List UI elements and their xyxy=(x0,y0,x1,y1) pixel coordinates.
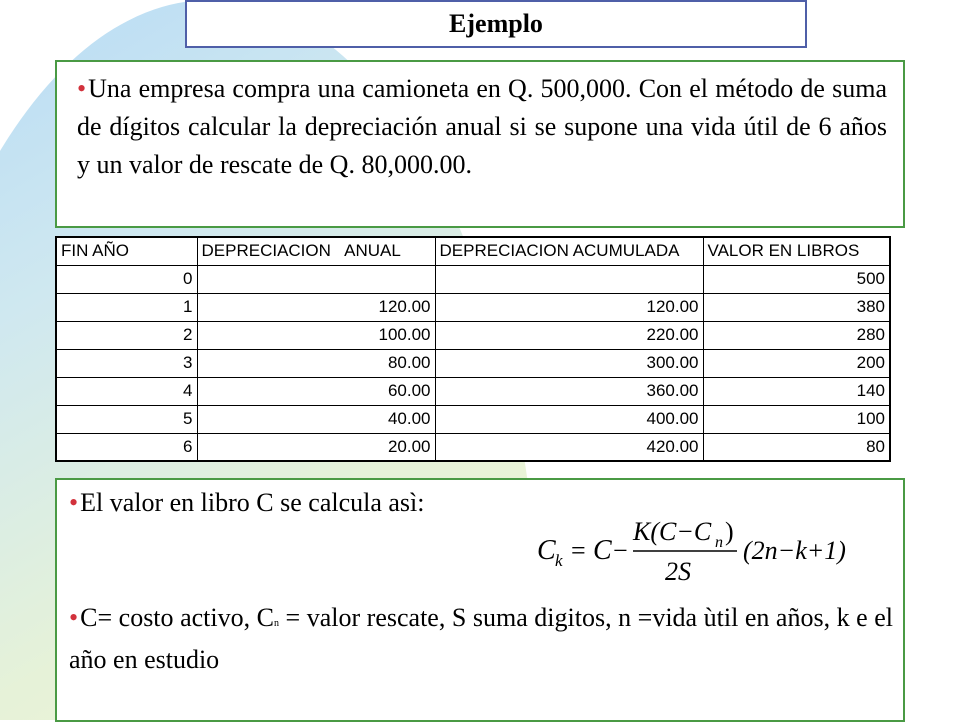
formula-numerator: K(C−C xyxy=(633,517,712,546)
header-depreciacion-acumulada: DEPRECIACION ACUMULADA xyxy=(435,237,703,265)
cell-annual: 120.00 xyxy=(197,293,435,321)
cell-annual: 40.00 xyxy=(197,405,435,433)
formula-num-close: ) xyxy=(725,517,734,546)
table-row xyxy=(56,349,890,377)
cell-year: 5 xyxy=(56,405,197,433)
cell-year: 6 xyxy=(56,433,197,461)
formula-minus: − xyxy=(613,536,628,565)
cell-year: 4 xyxy=(56,377,197,405)
slide-title: Ejemplo xyxy=(449,9,543,38)
bullet-icon: • xyxy=(69,603,79,632)
bullet-icon: • xyxy=(77,74,87,103)
cell-annual xyxy=(197,265,435,293)
title-box xyxy=(185,0,807,48)
bullet-icon: • xyxy=(69,488,79,517)
cell-accumulated: 360.00 xyxy=(435,377,703,405)
cell-book-value: 200 xyxy=(703,349,890,377)
cell-accumulated: 120.00 xyxy=(435,293,703,321)
formula-eq: = xyxy=(571,536,586,565)
cell-accumulated xyxy=(435,265,703,293)
table-row xyxy=(56,405,890,433)
problem-text: Una empresa compra una camioneta en Q. 500,000. Con el método de suma de dígitos calcular la depreciación anual si se supone una vida útil de 6 años y un valor de rescate de Q. 80,000.00. xyxy=(77,74,887,179)
cell-annual: 100.00 xyxy=(197,321,435,349)
table-row xyxy=(56,433,890,461)
table-row xyxy=(56,293,890,321)
cell-accumulated: 420.00 xyxy=(435,433,703,461)
formula-box xyxy=(55,478,905,722)
table-row xyxy=(56,265,890,293)
cell-accumulated: 220.00 xyxy=(435,321,703,349)
formula-intro xyxy=(69,488,425,518)
table-row xyxy=(56,321,890,349)
variable-definitions xyxy=(69,600,893,678)
formula-tail: (2n−k+1) xyxy=(743,536,846,565)
cell-year: 3 xyxy=(56,349,197,377)
cell-year: 1 xyxy=(56,293,197,321)
formula-lhs: C xyxy=(537,535,556,566)
cell-annual: 60.00 xyxy=(197,377,435,405)
cell-annual: 80.00 xyxy=(197,349,435,377)
formula-num-sub: n xyxy=(715,534,723,551)
definitions-part1: C= costo activo, C xyxy=(80,603,274,632)
formula-c: C xyxy=(593,535,612,566)
cell-annual: 20.00 xyxy=(197,433,435,461)
book-value-formula xyxy=(537,510,877,590)
formula-intro-text: El valor en libro C se calcula asì: xyxy=(80,488,425,517)
cell-book-value: 100 xyxy=(703,405,890,433)
header-valor-en-libros: VALOR EN LIBROS xyxy=(703,237,890,265)
cell-book-value: 500 xyxy=(703,265,890,293)
definitions-part2: = valor rescate, S suma digitos, n =vida ùtil en años, k e el año en estudio xyxy=(69,603,893,674)
problem-statement-box xyxy=(55,60,905,228)
cell-year: 2 xyxy=(56,321,197,349)
cell-book-value: 80 xyxy=(703,433,890,461)
cell-book-value: 280 xyxy=(703,321,890,349)
cell-accumulated: 300.00 xyxy=(435,349,703,377)
table-row xyxy=(56,377,890,405)
header-fin-ano: FIN AÑO xyxy=(56,237,197,265)
problem-statement xyxy=(77,70,887,184)
cell-year: 0 xyxy=(56,265,197,293)
header-depreciacion-anual: DEPRECIACION ANUAL xyxy=(197,237,435,265)
formula-denominator: 2S xyxy=(665,557,691,586)
definitions-sub-n: n xyxy=(273,618,279,629)
table-header-row xyxy=(56,237,890,265)
cell-accumulated: 400.00 xyxy=(435,405,703,433)
formula-lhs-sub: k xyxy=(555,551,563,570)
cell-book-value: 140 xyxy=(703,377,890,405)
depreciation-table xyxy=(55,236,891,462)
cell-book-value: 380 xyxy=(703,293,890,321)
